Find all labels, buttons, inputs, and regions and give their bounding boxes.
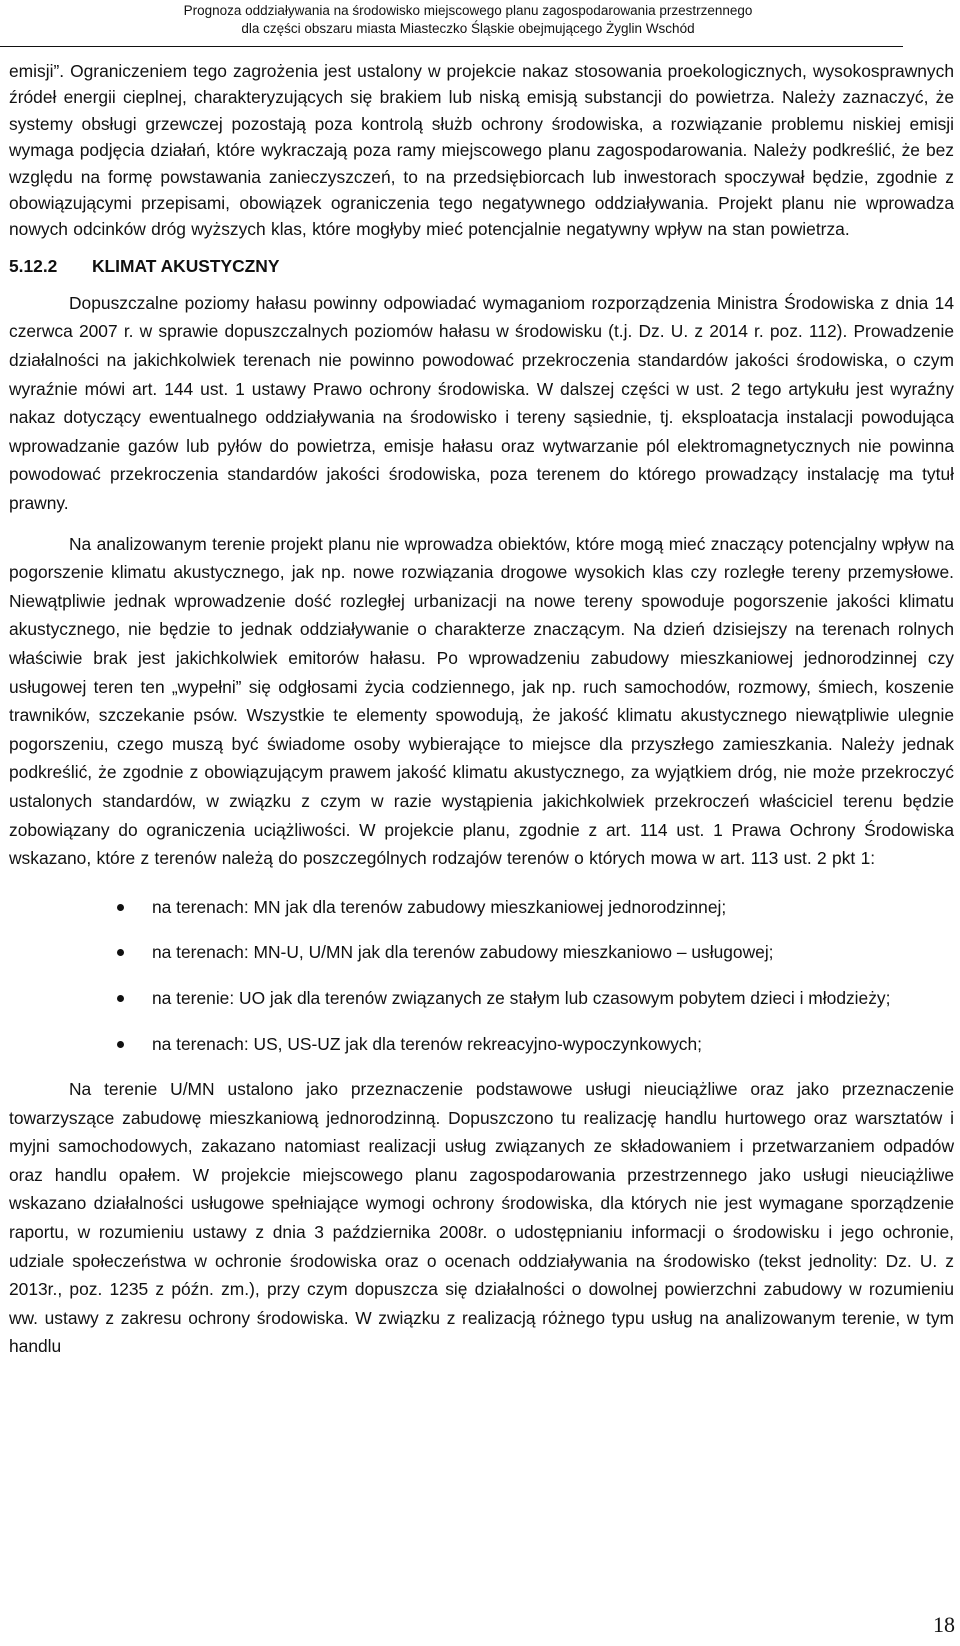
header-title-line-2: dla części obszaru miasta Miasteczko Śląskie obejmującego Żyglin Wschód bbox=[241, 21, 695, 36]
page-number: 18 bbox=[933, 1612, 955, 1637]
paragraph-noise-standards: Dopuszczalne poziomy hałasu powinny odpowiadać wymaganiom rozporządzenia Ministra Środowiska z dnia 14 czerwca 2007 r. w sprawie dopuszczalnych poziomów hałasu w środowisku (t.j. Dz. U. z 2014 r. poz. 112). Prowadzenie działalności na jakichkolwiek terenach nie powinno powodować przekroczenia standardów jakości środowiska, o czym wyraźnie mówi art. 144 ust. 1 ustawy Prawo ochrony środowiska. W dalszej części w ust. 2 tego artykułu jest wyraźny nakaz dotyczący ewentualnego oddziaływania na środowisko i tereny sąsiednie, tj. eksploatacja instalacji powodująca wprowadzanie gazów lub pyłów do powietrza, emisje hałasu oraz wytwarzanie pól elektromagnetycznych nie powinna powodować przekroczenia standardów jakości środowiska, poza terenem do którego prowadzący instalację ma tytuł prawny. bbox=[9, 292, 954, 513]
terrain-type-list bbox=[9, 893, 954, 1058]
header-divider bbox=[0, 46, 903, 47]
document-body bbox=[9, 58, 954, 1361]
paragraph-umn-terrain: Na terenie U/MN ustalono jako przeznaczenie podstawowe usługi nieuciążliwe oraz jako przeznaczenie towarzyszące zabudowę mieszkaniową jednorodzinną. Dopuszczono tu realizację handlu hurtowego oraz warsztatów i myjni samochodowych, zakazano natomiast realizacji usług związanych ze składowaniem i przetwarzaniem odpadów oraz handlu opałem. W projekcie miejscowego planu zagospodarowania przestrzennego jako usługi nieuciążliwe wskazano działalności usługowe spełniające wymogi ochrony środowiska, dla których nie jest wymagane sporządzenie raportu, w rozumieniu ustawy z dnia 3 października 2008r. o udostępnianiu informacji o środowisku i jego ochronie, udziale społeczeństwa w ochronie środowiska oraz o ocenach oddziaływania na środowisko (tekst jednolity: Dz. U. z 2013r., poz. 1235 z późn. zm.), przy czym dopuszcza się działalności o dowolnej powierzchni zabudowy w rozumieniu ww. ustawy z zakresu ochrony środowiska. W związku z realizacją różnego typu usług na analizowanym terenie, w tym handlu bbox=[9, 1079, 954, 1357]
paragraph-air-emissions: emisji”. Ograniczeniem tego zagrożenia jest ustalony w projekcie nakaz stosowania proekologicznych, wysokosprawnych źródeł energii cieplnej, charakteryzujących się brakiem lub niską emisją substancji do powietrza. Należy zaznaczyć, że systemy obsługi grzewczej pozostają poza kontrolą służb ochrony środowiska, a rozwiązanie problemu niskiej emisji wymaga podjęcia działań, które wykraczają poza ramy miejscowego planu zagospodarowania. Należy podkreślić, że bez względu na formę powstawania zanieczyszczeń, to na przedsiębiorcach lub inwestorach spoczywał będzie, zgodnie z obowiązującymi przepisami, obowiązek ograniczenia tego negatywnego oddziaływania. Projekt planu nie wprowadza nowych odcinków dróg wyższych klas, które mogłyby mieć potencjalnie negatywny wpływ na stan powietrza. bbox=[9, 61, 954, 240]
list-item: na terenach: MN jak dla terenów zabudowy mieszkaniowej jednorodzinnej; bbox=[9, 893, 954, 922]
list-item: na terenach: MN-U, U/MN jak dla terenów zabudowy mieszkaniowo – usługowej; bbox=[9, 938, 954, 967]
bullet-icon bbox=[117, 904, 124, 911]
bullet-icon bbox=[117, 1041, 124, 1048]
bullet-icon bbox=[117, 949, 124, 956]
list-item: na terenie: UO jak dla terenów związanych ze stałym lub czasowym pobytem dzieci i młodzieży; bbox=[9, 984, 954, 1013]
section-number: 5.12.2 bbox=[9, 255, 58, 276]
paragraph-noise-analysis: Na analizowanym terenie projekt planu nie wprowadza obiektów, które mogą mieć znaczący potencjalny wpływ na pogorszenie klimatu akustycznego, jak np. nowe rozwiązania drogowe wysokich klas czy rozległe tereny przemysłowe. Niewątpliwie jednak wprowadzenie dość rozległej urbanizacji na nowe tereny spowoduje pogorszenie jakości klimatu akustycznego, nie będzie to jednak oddziaływanie o charakterze znaczącym. Na dzień dzisiejszy na terenach rolnych właściwie brak jest jakichkolwiek emitorów hałasu. Po wprowadzeniu zabudowy mieszkaniowej jednorodzinnej czy usługowej teren ten „wypełni” się odgłosami życia codziennego, jak np. ruch samochodów, rozmowy, śmiech, koszenie trawników, szczekanie psów. Wszystkie te elementy spowodują, że jakość klimatu akustycznego niewątpliwie ulegnie pogorszeniu, czego muszą być świadome osoby wybierające to miejsce dla przyszłego zamieszkania. Należy jednak podkreślić, że zgodnie z obowiązującym prawem jakość klimatu akustycznego, za wyjątkiem dróg, nie może przekroczyć ustalonych standardów, w związku z czym w razie wystąpienia jakichkolwiek przekroczeń właściciel terenu będzie zobowiązany do ograniczenia uciążliwości. W projekcie planu, zgodnie z art. 114 ust. 1 Prawa Ochrony Środowiska wskazano, które z terenów należą do poszczególnych rodzajów terenów o których mowa w art. 113 ust. 2 pkt 1: bbox=[9, 533, 954, 869]
list-item: na terenach: US, US-UZ jak dla terenów rekreacyjno-wypoczynkowych; bbox=[9, 1030, 954, 1059]
bullet-icon bbox=[117, 995, 124, 1002]
section-title: KLIMAT AKUSTYCZNY bbox=[92, 255, 280, 276]
section-heading bbox=[9, 253, 954, 279]
header-title-line-1: Prognoza oddziaływania na środowisko miejscowego planu zagospodarowania przestrzennego bbox=[183, 3, 753, 18]
